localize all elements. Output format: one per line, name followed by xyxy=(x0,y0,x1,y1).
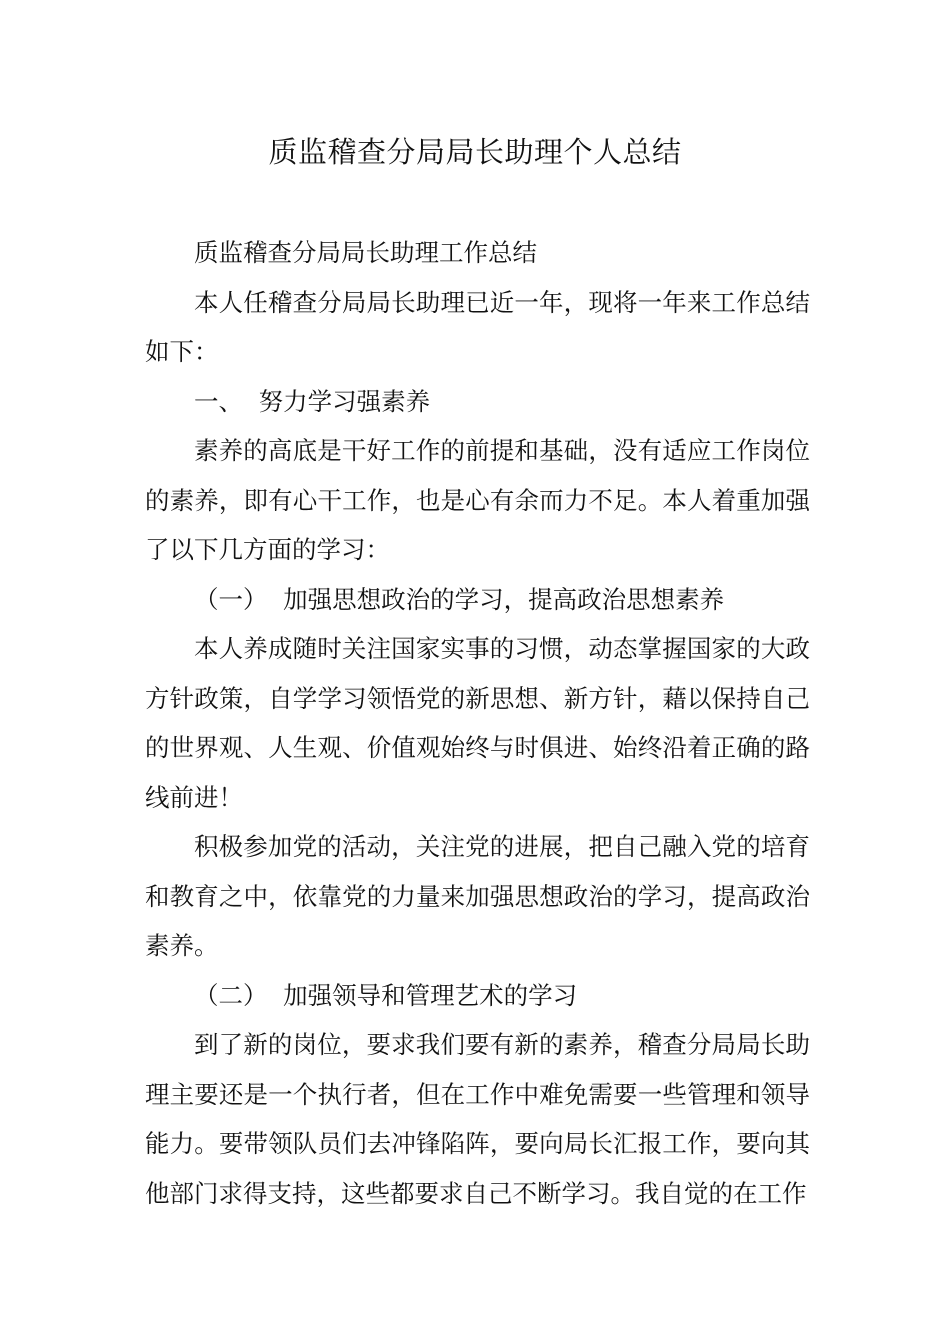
document-title: 质监稽查分局局长助理个人总结 xyxy=(268,135,682,169)
intro-paragraph: 本人任稽查分局局长助理已近一年，现将一年来工作总结如下： xyxy=(145,287,810,366)
body-paragraph: 到了新的岗位，要求我们要有新的素养，稽查分局局长助理主要还是一个执行者，但在工作中难免需要一些管理和领导能力。要带领队员们去冲锋陷阵，要向局长汇报工作，要向其他部门求得支持，这些都要求自己不断学习。我自觉的在工作 xyxy=(145,1030,810,1208)
subtitle-paragraph: 质监稽查分局局长助理工作总结 xyxy=(194,238,537,267)
body-paragraph: 本人养成随时关注国家实事的习惯，动态掌握国家的大政方针政策，自学学习领悟党的新思想、新方针，藉以保持自己的世界观、人生观、价值观始终与时俱进、始终沿着正确的路线前进！ xyxy=(145,634,810,812)
subsection-heading-1: （一） 加强思想政治的学习，提高政治思想素养 xyxy=(194,584,725,614)
body-paragraph: 积极参加党的活动，关注党的进展，把自己融入党的培育和教育之中，依靠党的力量来加强思想政治的学习，提高政治素养。 xyxy=(145,832,810,960)
section-heading-1: 一、 努力学习强素养 xyxy=(194,386,431,416)
document-body xyxy=(145,228,810,1218)
subsection-heading-2: （二） 加强领导和管理艺术的学习 xyxy=(194,980,578,1010)
body-paragraph: 素养的高底是干好工作的前提和基础，没有适应工作岗位的素养，即有心干工作，也是心有余而力不足。本人着重加强了以下几方面的学习： xyxy=(145,436,810,564)
